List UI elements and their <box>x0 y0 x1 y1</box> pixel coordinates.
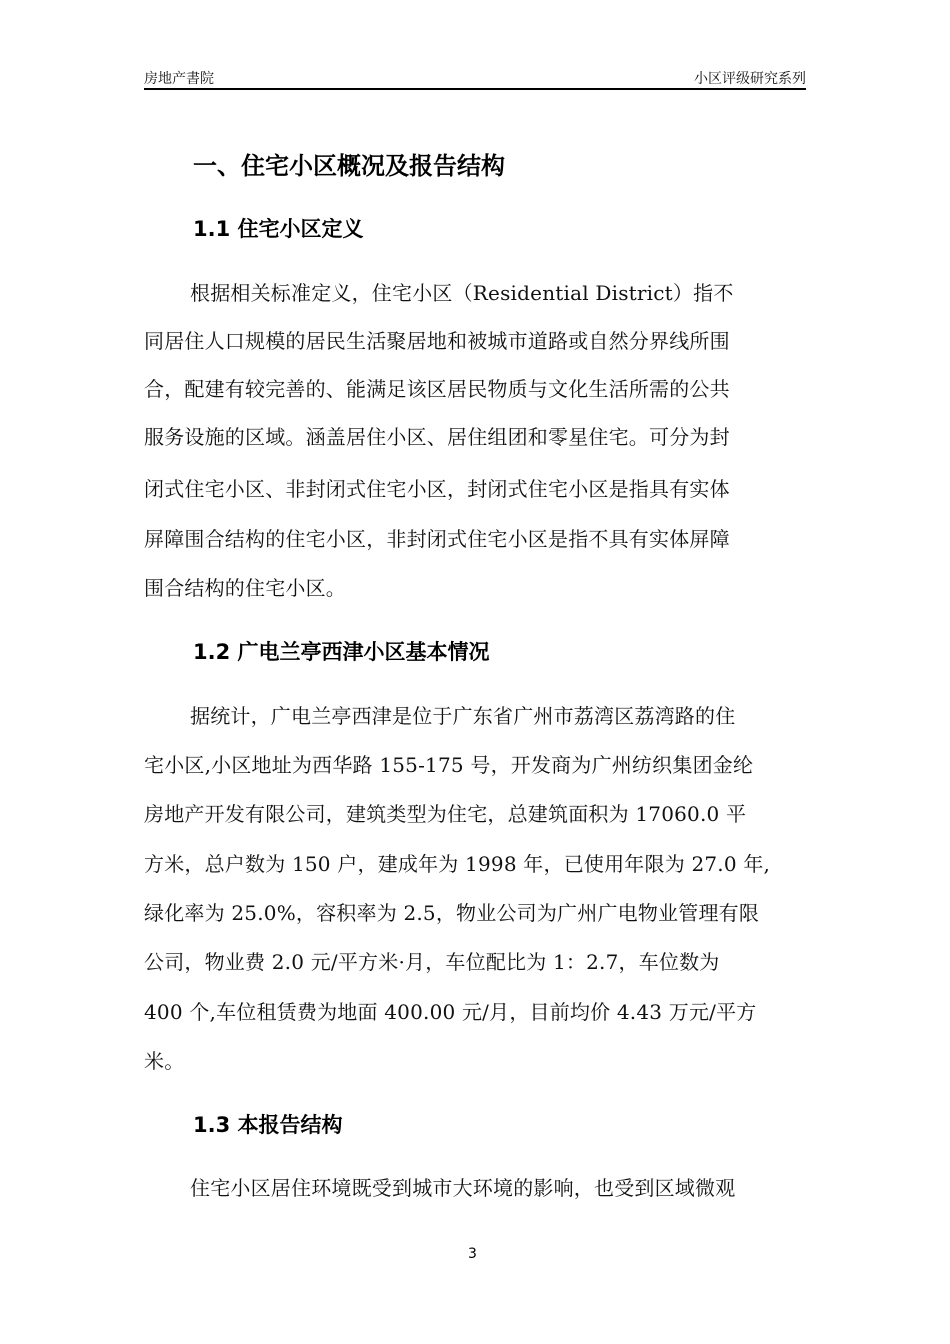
subsection-title-1-3: 1.3 本报告结构 <box>193 1113 343 1137</box>
paragraph-line: 房地产开发有限公司，建筑类型为住宅，总建筑面积为 17060.0 平 <box>144 802 747 826</box>
paragraph-line: 根据相关标准定义，住宅小区（Residential District）指不 <box>190 281 734 305</box>
paragraph-line: 宅小区,小区地址为西华路 155-175 号，开发商为广州纺织集团金纶 <box>144 753 754 777</box>
section-title: 一、住宅小区概况及报告结构 <box>193 152 505 180</box>
paragraph-line: 400 个,车位租赁费为地面 400.00 元/月，目前均价 4.43 万元/平方 <box>144 1000 757 1024</box>
header-divider <box>144 88 806 90</box>
paragraph-line: 公司，物业费 2.0 元/平方米·月，车位配比为 1：2.7，车位数为 <box>144 950 720 974</box>
paragraph-line: 服务设施的区域。涵盖居住小区、居住组团和零星住宅。可分为封 <box>144 425 730 449</box>
paragraph-line: 同居住人口规模的居民生活聚居地和被城市道路或自然分界线所围 <box>144 329 730 353</box>
paragraph-line: 方米，总户数为 150 户，建成年为 1998 年，已使用年限为 27.0 年, <box>144 852 771 876</box>
paragraph-line: 绿化率为 25.0%，容积率为 2.5，物业公司为广州广电物业管理有限 <box>144 901 760 925</box>
subsection-title-1-1: 1.1 住宅小区定义 <box>193 217 364 241</box>
subsection-title-1-2: 1.2 广电兰亭西津小区基本情况 <box>193 640 490 664</box>
paragraph-line: 合，配建有较完善的、能满足该区居民物质与文化生活所需的公共 <box>144 377 730 401</box>
page-number: 3 <box>468 1246 477 1262</box>
page-header <box>144 66 806 88</box>
header-series-title: 小区评级研究系列 <box>694 71 806 87</box>
header-publisher: 房地产書院 <box>144 71 214 87</box>
paragraph-line: 屏障围合结构的住宅小区，非封闭式住宅小区是指不具有实体屏障 <box>144 527 730 551</box>
paragraph-line: 闭式住宅小区、非封闭式住宅小区，封闭式住宅小区是指具有实体 <box>144 477 730 501</box>
paragraph-line: 围合结构的住宅小区。 <box>144 576 346 600</box>
paragraph-line: 据统计，广电兰亭西津是位于广东省广州市荔湾区荔湾路的住 <box>190 704 736 728</box>
paragraph-line: 住宅小区居住环境既受到城市大环境的影响，也受到区域微观 <box>190 1176 736 1200</box>
paragraph-line: 米。 <box>144 1049 185 1073</box>
